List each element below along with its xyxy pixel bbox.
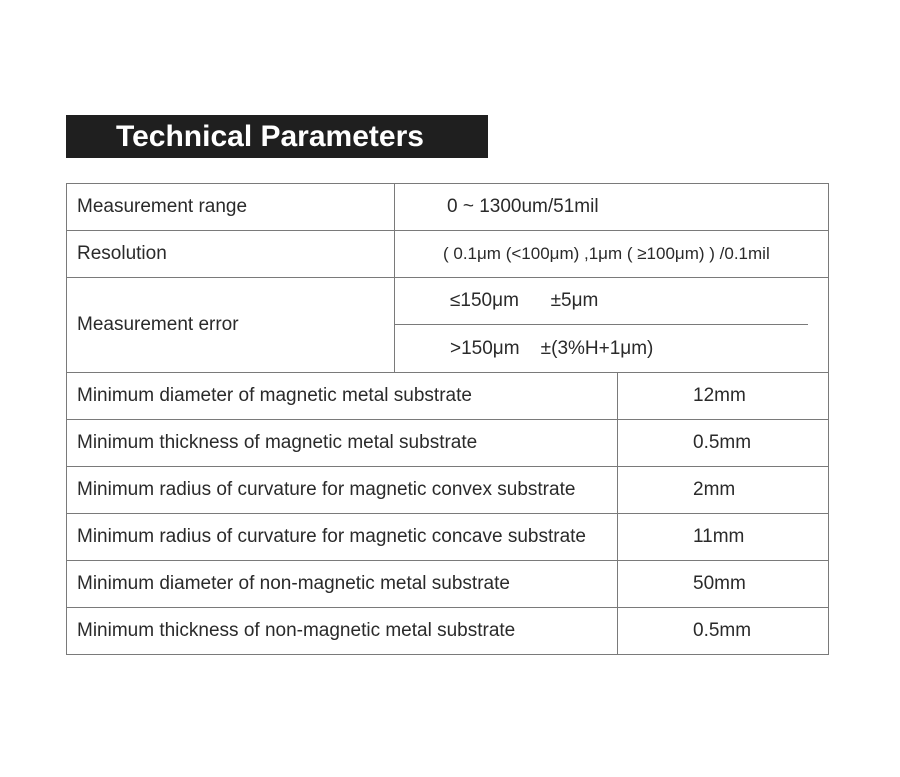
table-row-value: 50mm <box>693 573 746 594</box>
column-divider-bottom <box>617 372 618 655</box>
table-row-label: Minimum thickness of non-magnetic metal substrate <box>77 620 516 641</box>
table-row-value: 0.5mm <box>693 432 752 453</box>
table-row-value: 2mm <box>693 479 736 500</box>
error-value-low: ≤150μm ±5μm <box>450 290 599 311</box>
table-row-value: 12mm <box>693 385 746 406</box>
table-row-label: Minimum diameter of magnetic metal substrate <box>77 385 472 406</box>
table-row-label: Minimum thickness of magnetic metal substrate <box>77 432 478 453</box>
page-title: Technical Parameters <box>66 115 488 158</box>
table-row-value: ( 0.1μm (<100μm) ,1μm ( ≥100μm) ) /0.1mil <box>443 244 770 263</box>
table-row-value: 0 ~ 1300um/51mil <box>447 196 599 217</box>
error-value-high: >150μm ±(3%H+1μm) <box>450 337 654 359</box>
table-row-label: Measurement error <box>77 314 239 335</box>
column-divider-top <box>394 183 395 372</box>
table-row-value: 11mm <box>693 526 745 547</box>
table-row-label: Measurement range <box>77 196 248 217</box>
table-row-label: Minimum radius of curvature for magnetic convex substrate <box>77 479 576 500</box>
table-border-bottom <box>66 654 829 655</box>
table-row-label: Minimum radius of curvature for magnetic concave substrate <box>77 526 586 547</box>
table-row-label: Minimum diameter of non-magnetic metal substrate <box>77 573 510 594</box>
table-row-value: 0.5mm <box>693 620 752 641</box>
table-row-label: Resolution <box>77 243 167 264</box>
